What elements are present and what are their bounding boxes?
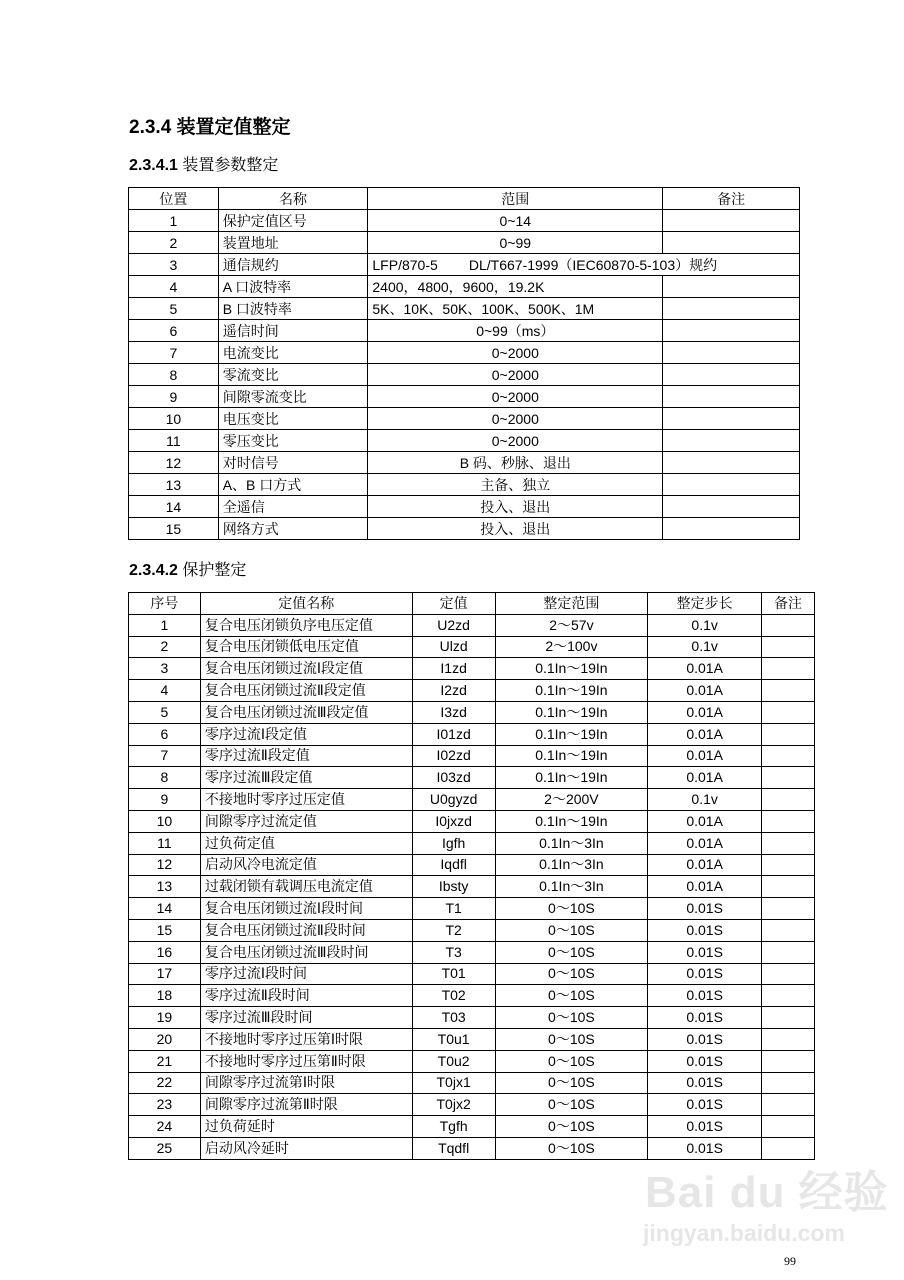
row-range: 0~99（ms） <box>368 320 663 342</box>
row-position: 12 <box>129 452 219 474</box>
table-row <box>129 254 800 276</box>
row-remark <box>762 636 815 658</box>
row-setting-name: 复合电压闭锁过流Ⅱ段定值 <box>200 680 412 702</box>
row-seq: 11 <box>129 832 201 854</box>
row-setting-step: 0.01S <box>648 1137 762 1159</box>
row-setting-range: 2～100v <box>495 636 648 658</box>
row-setting-range: 0～10S <box>495 1116 648 1138</box>
row-seq: 9 <box>129 789 201 811</box>
row-seq: 25 <box>129 1137 201 1159</box>
row-setting-step: 0.1v <box>648 636 762 658</box>
row-setting-code: Tgfh <box>412 1116 495 1138</box>
row-setting-name: 零序过流Ⅲ段时间 <box>200 1007 412 1029</box>
table-row <box>129 1072 815 1094</box>
row-remark <box>762 1050 815 1072</box>
row-position: 14 <box>129 496 219 518</box>
row-seq: 14 <box>129 898 201 920</box>
row-setting-code: I02zd <box>412 745 495 767</box>
row-seq: 13 <box>129 876 201 898</box>
row-setting-range: 0～10S <box>495 1028 648 1050</box>
row-setting-range: 0.1In～3In <box>495 876 648 898</box>
table-row <box>129 963 815 985</box>
row-setting-code: T0jx2 <box>412 1094 495 1116</box>
row-setting-step: 0.01S <box>648 1050 762 1072</box>
row-setting-code: T02 <box>412 985 495 1007</box>
header-name: 名称 <box>218 188 368 210</box>
row-position: 3 <box>129 254 219 276</box>
table-row <box>129 430 800 452</box>
subsection-1-title <box>129 152 278 175</box>
row-position: 4 <box>129 276 219 298</box>
row-position: 6 <box>129 320 219 342</box>
table-row <box>129 680 815 702</box>
row-range: 0~99 <box>368 232 663 254</box>
row-remark <box>762 963 815 985</box>
row-setting-name: 过载闭锁有载调压电流定值 <box>200 876 412 898</box>
row-setting-code: T2 <box>412 919 495 941</box>
row-setting-range: 2～57v <box>495 614 648 636</box>
row-setting-name: 启动风冷电流定值 <box>200 854 412 876</box>
row-setting-code: I1zd <box>412 658 495 680</box>
row-position: 13 <box>129 474 219 496</box>
section-title: 2.3.4 装置定值整定 <box>129 117 291 138</box>
header-setting-step: 整定步长 <box>648 593 762 615</box>
row-position: 9 <box>129 386 219 408</box>
row-setting-name: 不接地时零序过压第Ⅰ时限 <box>200 1028 412 1050</box>
row-setting-range: 0.1In～19In <box>495 680 648 702</box>
row-setting-name: 不接地时零序过压定值 <box>200 789 412 811</box>
row-setting-name: 间隙零序过流定值 <box>200 810 412 832</box>
row-seq: 7 <box>129 745 201 767</box>
row-remark <box>762 614 815 636</box>
row-setting-name: 复合电压闭锁负序电压定值 <box>200 614 412 636</box>
row-remark <box>762 854 815 876</box>
row-remark <box>762 789 815 811</box>
row-setting-code: T0u1 <box>412 1028 495 1050</box>
table-row <box>129 832 815 854</box>
row-setting-name: 复合电压闭锁低电压定值 <box>200 636 412 658</box>
row-seq: 3 <box>129 658 201 680</box>
table-row <box>129 1050 815 1072</box>
row-setting-code: T1 <box>412 898 495 920</box>
row-setting-code: I03zd <box>412 767 495 789</box>
row-setting-name: 复合电压闭锁过流Ⅱ段时间 <box>200 919 412 941</box>
protection-setting-table <box>128 592 815 1160</box>
table-row <box>129 745 815 767</box>
row-range: 主备、独立 <box>368 474 663 496</box>
row-remark <box>663 430 800 452</box>
row-setting-name: 过负荷延时 <box>200 1116 412 1138</box>
row-setting-range: 0.1In～3In <box>495 832 648 854</box>
row-remark <box>762 832 815 854</box>
row-remark <box>663 452 800 474</box>
row-name: 对时信号 <box>218 452 368 474</box>
device-parameter-table <box>128 187 800 540</box>
row-setting-range: 0～10S <box>495 985 648 1007</box>
row-setting-range: 0～10S <box>495 1050 648 1072</box>
row-range: 0~2000 <box>368 408 663 430</box>
row-setting-code: T0jx1 <box>412 1072 495 1094</box>
row-name: B 口波特率 <box>218 298 368 320</box>
row-name: 间隙零流变比 <box>218 386 368 408</box>
row-remark <box>762 723 815 745</box>
header-seq: 序号 <box>129 593 201 615</box>
table-row <box>129 658 815 680</box>
row-setting-name: 零序过流Ⅲ段定值 <box>200 767 412 789</box>
row-remark <box>663 364 800 386</box>
row-setting-code: T03 <box>412 1007 495 1029</box>
row-setting-code: U0gyzd <box>412 789 495 811</box>
row-range: 0~2000 <box>368 430 663 452</box>
table-row <box>129 364 800 386</box>
table-row <box>129 232 800 254</box>
row-position: 11 <box>129 430 219 452</box>
subsection-2-title <box>129 557 246 580</box>
row-setting-name: 复合电压闭锁过流Ⅰ段时间 <box>200 898 412 920</box>
header-setting-name: 定值名称 <box>200 593 412 615</box>
table-row <box>129 474 800 496</box>
row-remark <box>663 320 800 342</box>
row-setting-code: I2zd <box>412 680 495 702</box>
row-setting-step: 0.01A <box>648 745 762 767</box>
subsection-1-number: 2.3.4.1 <box>129 157 178 174</box>
row-remark <box>663 298 800 320</box>
row-setting-range: 0～10S <box>495 919 648 941</box>
row-setting-range: 0.1In～19In <box>495 767 648 789</box>
header-setting-code: 定值 <box>412 593 495 615</box>
row-name: 网络方式 <box>218 518 368 540</box>
row-setting-step: 0.01A <box>648 854 762 876</box>
row-setting-code: T01 <box>412 963 495 985</box>
table-row <box>129 320 800 342</box>
row-setting-code: Tqdfl <box>412 1137 495 1159</box>
row-seq: 12 <box>129 854 201 876</box>
header-remark: 备注 <box>762 593 815 615</box>
row-name: 装置地址 <box>218 232 368 254</box>
row-seq: 4 <box>129 680 201 702</box>
row-remark <box>663 518 800 540</box>
subsection-1-text: 装置参数整定 <box>177 157 279 174</box>
row-setting-name: 零序过流Ⅱ段时间 <box>200 985 412 1007</box>
row-setting-name: 零序过流Ⅱ段定值 <box>200 745 412 767</box>
row-position: 1 <box>129 210 219 232</box>
row-setting-range: 0.1In～19In <box>495 658 648 680</box>
baidu-watermark-url: jingyan.baidu.com <box>643 1220 845 1246</box>
subsection-2-text: 保护整定 <box>177 562 247 579</box>
row-setting-step: 0.01S <box>648 963 762 985</box>
row-setting-code: T0u2 <box>412 1050 495 1072</box>
table-row <box>129 408 800 430</box>
row-setting-range: 0.1In～19In <box>495 810 648 832</box>
page-number: 99 <box>784 1254 796 1268</box>
row-setting-name: 复合电压闭锁过流Ⅲ段时间 <box>200 941 412 963</box>
row-position: 8 <box>129 364 219 386</box>
row-range: 2400，4800，9600，19.2K <box>368 276 663 298</box>
row-setting-step: 0.01S <box>648 898 762 920</box>
row-remark <box>663 210 800 232</box>
row-remark <box>762 1116 815 1138</box>
table-row <box>129 1116 815 1138</box>
row-setting-code: I01zd <box>412 723 495 745</box>
row-setting-name: 复合电压闭锁过流Ⅰ段定值 <box>200 658 412 680</box>
row-setting-name: 不接地时零序过压第Ⅱ时限 <box>200 1050 412 1072</box>
row-setting-range: 0～10S <box>495 963 648 985</box>
row-setting-range: 0～10S <box>495 898 648 920</box>
row-setting-step: 0.01A <box>648 810 762 832</box>
table-row <box>129 810 815 832</box>
row-setting-step: 0.01A <box>648 723 762 745</box>
row-range: LFP/870-5 DL/T667-1999（IEC60870-5-103）规约 <box>368 254 800 276</box>
row-range: 0~2000 <box>368 364 663 386</box>
row-setting-step: 0.01S <box>648 1028 762 1050</box>
row-position: 10 <box>129 408 219 430</box>
row-name: 零压变比 <box>218 430 368 452</box>
row-seq: 5 <box>129 701 201 723</box>
row-range: 0~14 <box>368 210 663 232</box>
row-position: 7 <box>129 342 219 364</box>
row-seq: 6 <box>129 723 201 745</box>
table-row <box>129 919 815 941</box>
row-setting-name: 间隙零序过流第Ⅱ时限 <box>200 1094 412 1116</box>
table-row <box>129 276 800 298</box>
row-setting-range: 0～10S <box>495 1072 648 1094</box>
row-setting-range: 0.1In～19In <box>495 723 648 745</box>
row-remark <box>663 496 800 518</box>
table-row <box>129 210 800 232</box>
row-name: 遥信时间 <box>218 320 368 342</box>
row-seq: 18 <box>129 985 201 1007</box>
row-remark <box>663 276 800 298</box>
row-range: 投入、退出 <box>368 518 663 540</box>
table-row <box>129 1028 815 1050</box>
row-setting-name: 零序过流Ⅰ段定值 <box>200 723 412 745</box>
row-remark <box>762 1137 815 1159</box>
row-setting-step: 0.01A <box>648 876 762 898</box>
row-remark <box>762 1007 815 1029</box>
row-setting-step: 0.01S <box>648 985 762 1007</box>
header-remark: 备注 <box>663 188 800 210</box>
row-remark <box>762 680 815 702</box>
row-setting-name: 间隙零序过流第Ⅰ时限 <box>200 1072 412 1094</box>
row-remark <box>762 898 815 920</box>
row-name: A、B 口方式 <box>218 474 368 496</box>
row-remark <box>762 941 815 963</box>
row-setting-name: 启动风冷延时 <box>200 1137 412 1159</box>
row-setting-code: Ulzd <box>412 636 495 658</box>
row-setting-range: 0～10S <box>495 1007 648 1029</box>
subsection-2-number: 2.3.4.2 <box>129 562 178 579</box>
row-setting-step: 0.01S <box>648 1094 762 1116</box>
row-setting-code: T3 <box>412 941 495 963</box>
table-row <box>129 636 815 658</box>
row-remark <box>762 1072 815 1094</box>
row-name: 零流变比 <box>218 364 368 386</box>
table-row <box>129 876 815 898</box>
table-row <box>129 298 800 320</box>
header-setting-range: 整定范围 <box>495 593 648 615</box>
header-position: 位置 <box>129 188 219 210</box>
row-seq: 24 <box>129 1116 201 1138</box>
row-name: 通信规约 <box>218 254 368 276</box>
row-range: 0~2000 <box>368 342 663 364</box>
table-row <box>129 789 815 811</box>
row-setting-step: 0.01A <box>648 832 762 854</box>
row-seq: 23 <box>129 1094 201 1116</box>
row-setting-step: 0.01S <box>648 941 762 963</box>
row-remark <box>663 386 800 408</box>
row-setting-step: 0.01S <box>648 1007 762 1029</box>
table-row <box>129 452 800 474</box>
row-seq: 15 <box>129 919 201 941</box>
row-setting-range: 0.1In～19In <box>495 745 648 767</box>
table-row <box>129 614 815 636</box>
row-remark <box>663 342 800 364</box>
row-range: B 码、秒脉、退出 <box>368 452 663 474</box>
table-header-row <box>129 188 800 210</box>
row-remark <box>762 876 815 898</box>
row-remark <box>762 745 815 767</box>
row-remark <box>762 810 815 832</box>
row-setting-name: 零序过流Ⅰ段时间 <box>200 963 412 985</box>
row-setting-name: 过负荷定值 <box>200 832 412 854</box>
row-setting-step: 0.01A <box>648 680 762 702</box>
table-row <box>129 898 815 920</box>
row-setting-name: 复合电压闭锁过流Ⅲ段定值 <box>200 701 412 723</box>
row-setting-code: I0jxzd <box>412 810 495 832</box>
table-row <box>129 985 815 1007</box>
row-remark <box>663 232 800 254</box>
row-seq: 2 <box>129 636 201 658</box>
row-seq: 1 <box>129 614 201 636</box>
row-setting-step: 0.01A <box>648 767 762 789</box>
row-setting-step: 0.01S <box>648 1072 762 1094</box>
row-setting-range: 0～10S <box>495 1137 648 1159</box>
row-setting-code: Ibsty <box>412 876 495 898</box>
table-row <box>129 854 815 876</box>
row-range: 0~2000 <box>368 386 663 408</box>
table-row <box>129 386 800 408</box>
row-seq: 17 <box>129 963 201 985</box>
row-name: 电流变比 <box>218 342 368 364</box>
row-remark <box>762 985 815 1007</box>
table-row <box>129 1137 815 1159</box>
row-remark <box>762 767 815 789</box>
table-row <box>129 1094 815 1116</box>
row-range: 5K、10K、50K、100K、500K、1M <box>368 298 663 320</box>
row-setting-code: I3zd <box>412 701 495 723</box>
row-setting-code: Iqdfl <box>412 854 495 876</box>
row-remark <box>663 408 800 430</box>
row-seq: 8 <box>129 767 201 789</box>
row-seq: 16 <box>129 941 201 963</box>
row-setting-range: 0.1In～19In <box>495 701 648 723</box>
row-name: 全遥信 <box>218 496 368 518</box>
row-seq: 20 <box>129 1028 201 1050</box>
row-setting-step: 0.1v <box>648 789 762 811</box>
row-setting-step: 0.01A <box>648 658 762 680</box>
row-position: 2 <box>129 232 219 254</box>
row-remark <box>762 919 815 941</box>
row-seq: 21 <box>129 1050 201 1072</box>
row-seq: 19 <box>129 1007 201 1029</box>
row-remark <box>762 1028 815 1050</box>
row-seq: 10 <box>129 810 201 832</box>
row-position: 15 <box>129 518 219 540</box>
row-range: 投入、退出 <box>368 496 663 518</box>
row-setting-code: Igfh <box>412 832 495 854</box>
row-setting-step: 0.01S <box>648 1116 762 1138</box>
row-remark <box>762 701 815 723</box>
row-name: A 口波特率 <box>218 276 368 298</box>
row-position: 5 <box>129 298 219 320</box>
row-setting-range: 2～200V <box>495 789 648 811</box>
header-range: 范围 <box>368 188 663 210</box>
row-setting-range: 0～10S <box>495 1094 648 1116</box>
row-seq: 22 <box>129 1072 201 1094</box>
baidu-watermark-logo: Bai du 经验 <box>645 1168 889 1217</box>
table-row <box>129 941 815 963</box>
row-setting-code: U2zd <box>412 614 495 636</box>
row-remark <box>762 1094 815 1116</box>
table-row <box>129 518 800 540</box>
table-header-row <box>129 593 815 615</box>
row-setting-range: 0.1In～3In <box>495 854 648 876</box>
row-name: 电压变比 <box>218 408 368 430</box>
table-row <box>129 723 815 745</box>
table-row <box>129 1007 815 1029</box>
row-name: 保护定值区号 <box>218 210 368 232</box>
row-setting-step: 0.01A <box>648 701 762 723</box>
table-row <box>129 342 800 364</box>
row-setting-step: 0.1v <box>648 614 762 636</box>
table-row <box>129 701 815 723</box>
row-setting-range: 0～10S <box>495 941 648 963</box>
table-row <box>129 767 815 789</box>
row-setting-step: 0.01S <box>648 919 762 941</box>
row-remark <box>762 658 815 680</box>
table-row <box>129 496 800 518</box>
row-remark <box>663 474 800 496</box>
